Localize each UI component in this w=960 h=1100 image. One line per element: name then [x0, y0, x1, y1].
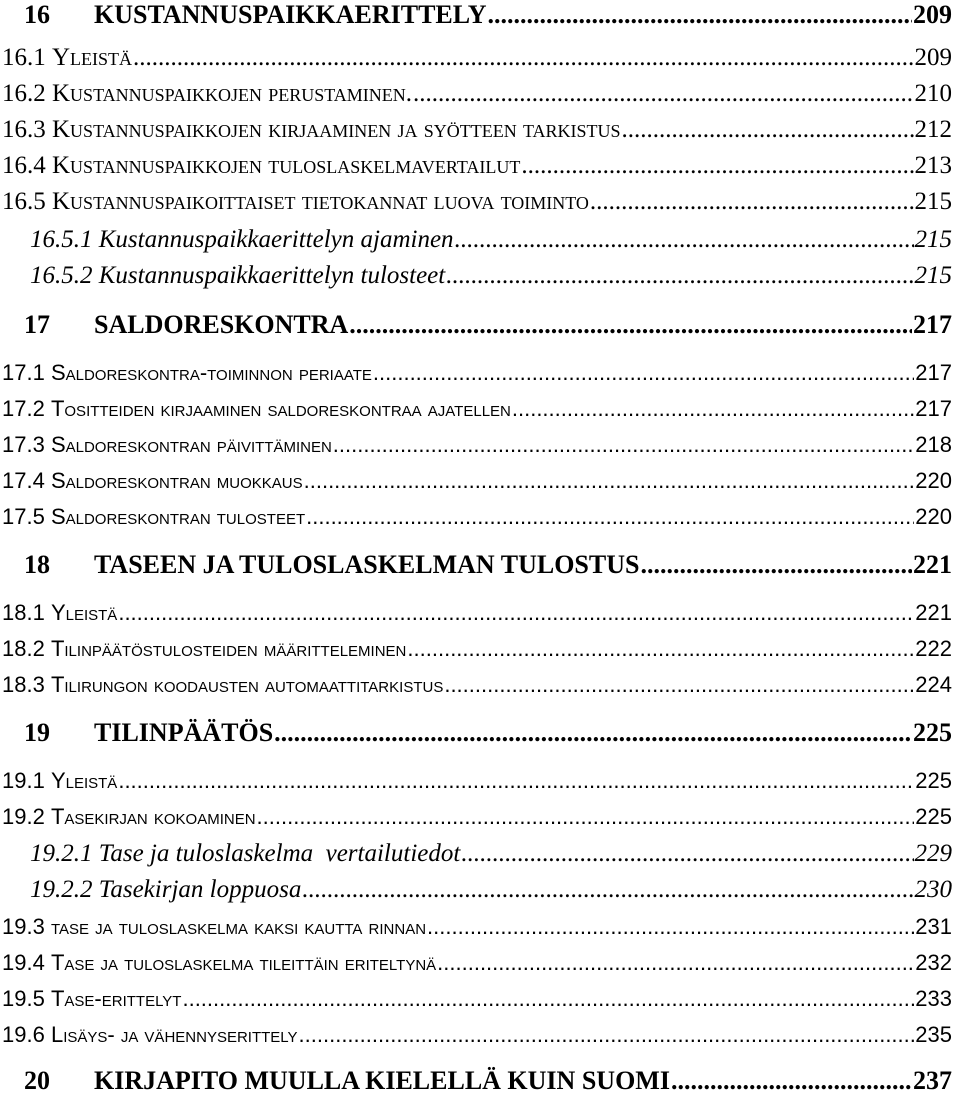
entry-page-number: 218	[915, 432, 952, 457]
dot-leader	[444, 672, 914, 698]
entry-page-number: 213	[914, 152, 952, 179]
entry-number: 16	[24, 0, 50, 29]
entry-page-number: 233	[915, 986, 952, 1011]
toc-entry-section-17-5[interactable]	[2, 504, 952, 530]
dot-leader	[118, 768, 914, 794]
dot-leader	[461, 840, 913, 868]
toc-entry-section-19-3[interactable]	[2, 914, 952, 940]
entry-page-number: 230	[914, 876, 952, 903]
entry-number: 19.2.1	[30, 840, 93, 867]
entry-title: Yleistä	[50, 768, 118, 793]
entry-page-number: 231	[915, 914, 952, 939]
toc-entry-section-16-5[interactable]	[2, 188, 952, 216]
dot-leader	[333, 432, 915, 458]
entry-number: 18.1	[2, 600, 45, 625]
entry-page-number: 225	[913, 718, 952, 747]
dot-leader	[274, 718, 912, 748]
entry-number: 17.3	[2, 432, 45, 457]
dot-leader	[118, 600, 914, 626]
entry-number: 20	[24, 1066, 50, 1095]
dot-leader	[640, 550, 912, 580]
toc-entry-section-17-3[interactable]	[2, 432, 952, 458]
dot-leader	[437, 950, 914, 976]
entry-title: Kustannuspaikkaerittelyn tulosteet	[98, 262, 446, 289]
entry-title: Tase-erittelyt	[50, 986, 182, 1011]
dot-leader	[407, 636, 914, 662]
entry-page-number: 225	[915, 768, 952, 793]
toc-entry-subsection-16-5-2[interactable]	[30, 262, 952, 290]
dot-leader	[455, 226, 914, 254]
toc-entry-chapter-17[interactable]	[24, 310, 952, 340]
entry-page-number: 212	[914, 116, 952, 143]
toc-entry-section-17-1[interactable]	[2, 360, 952, 386]
toc-entry-section-16-1[interactable]	[2, 44, 952, 72]
entry-page-number: 224	[915, 672, 952, 697]
entry-title: Tase ja tuloslaskelma vertailutiedot	[98, 840, 461, 867]
toc-entry-section-19-1[interactable]	[2, 768, 952, 794]
entry-number: 16.2	[2, 80, 46, 107]
dot-leader	[488, 0, 912, 30]
entry-page-number: 232	[915, 950, 952, 975]
entry-title: SALDORESKONTRA	[94, 310, 349, 339]
toc-entry-section-16-3[interactable]	[2, 116, 952, 144]
dot-leader	[590, 188, 914, 216]
entry-page-number: 209	[914, 44, 952, 71]
entry-title: Tilinpäätöstulosteiden määritteleminen	[50, 636, 407, 661]
entry-number: 19.3	[2, 914, 45, 939]
entry-page-number: 217	[915, 396, 952, 421]
entry-number: 16.5	[2, 188, 46, 215]
entry-title: KUSTANNUSPAIKKAERITTELY	[94, 0, 487, 29]
entry-page-number: 221	[913, 550, 952, 579]
entry-number: 17	[24, 310, 50, 339]
entry-page-number: 222	[915, 636, 952, 661]
dot-leader	[304, 468, 915, 494]
entry-title: TILINPÄÄTÖS	[94, 718, 274, 747]
dot-leader	[133, 44, 913, 72]
toc-entry-chapter-18[interactable]	[24, 550, 952, 580]
entry-number: 18.3	[2, 672, 45, 697]
dot-leader	[413, 80, 913, 108]
entry-number: 19.6	[2, 1022, 45, 1047]
entry-number: 19.5	[2, 986, 45, 1011]
entry-page-number: 237	[913, 1066, 952, 1095]
dot-leader	[349, 310, 912, 340]
entry-number: 19.2	[2, 804, 45, 829]
toc-entry-section-19-6[interactable]	[2, 1022, 952, 1048]
entry-title: KIRJAPITO MUULLA KIELELLÄ KUIN SUOMI	[94, 1066, 670, 1095]
dot-leader	[373, 360, 914, 386]
entry-number: 17.4	[2, 468, 45, 493]
entry-title: Yleistä	[52, 44, 133, 71]
toc-entry-subsection-19-2-1[interactable]	[30, 840, 952, 868]
entry-number: 19.1	[2, 768, 45, 793]
entry-page-number: 220	[915, 504, 952, 529]
entry-title: Tase ja tuloslaskelma tileittäin eriteltynä	[50, 950, 437, 975]
dot-leader	[446, 262, 913, 290]
entry-number: 16.5.1	[30, 226, 93, 253]
dot-leader	[302, 876, 913, 904]
entry-title: Tositteiden kirjaaminen saldoreskontraa ajatellen	[50, 396, 511, 421]
entry-title: Lisäys- ja vähennyserittely	[50, 1022, 298, 1047]
toc-entry-chapter-16[interactable]	[24, 0, 952, 30]
toc-entry-section-18-3[interactable]	[2, 672, 952, 698]
toc-entry-section-18-1[interactable]	[2, 600, 952, 626]
entry-title: Kustannuspaikkojen tuloslaskelmavertailut	[52, 152, 521, 179]
toc-entry-section-17-4[interactable]	[2, 468, 952, 494]
entry-title: tase ja tuloslaskelma kaksi kautta rinnan	[50, 914, 427, 939]
toc-entry-section-18-2[interactable]	[2, 636, 952, 662]
entry-title: Kustannuspaikkojen kirjaaminen ja syötteen tarkistus	[52, 116, 621, 143]
entry-title: Tasekirjan kokoaminen	[50, 804, 256, 829]
dot-leader	[622, 116, 914, 144]
entry-title: Saldoreskontran päivittäminen	[50, 432, 332, 457]
entry-number: 16.1	[2, 44, 46, 71]
entry-title: Saldoreskontra-toiminnon periaate	[50, 360, 372, 385]
entry-number: 16.4	[2, 152, 46, 179]
entry-page-number: 235	[915, 1022, 952, 1047]
entry-number: 18	[24, 550, 50, 579]
entry-number: 19.2.2	[30, 876, 93, 903]
entry-title: Tilirungon koodausten automaattitarkistus	[50, 672, 444, 697]
dot-leader	[427, 914, 914, 940]
toc-entry-section-19-4[interactable]	[2, 950, 952, 976]
dot-leader	[671, 1066, 912, 1096]
entry-page-number: 215	[914, 226, 952, 253]
entry-page-number: 217	[913, 310, 952, 339]
entry-title: Saldoreskontran muokkaus	[50, 468, 303, 493]
toc-entry-subsection-19-2-2[interactable]	[30, 876, 952, 904]
entry-number: 16.3	[2, 116, 46, 143]
dot-leader	[521, 152, 913, 180]
entry-title: Kustannuspaikoittaiset tietokannat luova toiminto	[52, 188, 589, 215]
dot-leader	[512, 396, 914, 422]
entry-page-number: 217	[915, 360, 952, 385]
entry-page-number: 225	[915, 804, 952, 829]
toc-entry-section-19-5[interactable]	[2, 986, 952, 1012]
entry-page-number: 229	[914, 840, 952, 867]
entry-number: 17.5	[2, 504, 45, 529]
dot-leader	[299, 1022, 915, 1048]
entry-page-number: 215	[914, 262, 952, 289]
entry-number: 16.5.2	[30, 262, 93, 289]
toc-entry-section-16-2[interactable]	[2, 80, 952, 108]
entry-number: 17.2	[2, 396, 45, 421]
entry-title: Yleistä	[50, 600, 118, 625]
toc-entry-chapter-20[interactable]	[24, 1066, 952, 1096]
entry-page-number: 209	[913, 0, 952, 29]
entry-title: Saldoreskontran tulosteet	[50, 504, 306, 529]
entry-page-number: 220	[915, 468, 952, 493]
dot-leader	[306, 504, 914, 530]
dot-leader	[182, 986, 914, 1012]
entry-title: TASEEN JA TULOSLASKELMAN TULOSTUS	[94, 550, 640, 579]
entry-number: 17.1	[2, 360, 45, 385]
entry-number: 19	[24, 718, 50, 747]
toc-entry-chapter-19[interactable]	[24, 718, 952, 748]
toc-entry-subsection-16-5-1[interactable]	[30, 226, 952, 254]
entry-page-number: 210	[914, 80, 952, 107]
entry-number: 19.4	[2, 950, 45, 975]
dot-leader	[257, 804, 915, 830]
entry-page-number: 221	[915, 600, 952, 625]
entry-number: 18.2	[2, 636, 45, 661]
toc-entry-section-17-2[interactable]	[2, 396, 952, 422]
toc-entry-section-19-2[interactable]	[2, 804, 952, 830]
entry-title: Kustannuspaikkojen perustaminen.	[52, 80, 413, 107]
toc-entry-section-16-4[interactable]	[2, 152, 952, 180]
entry-page-number: 215	[914, 188, 952, 215]
entry-title: Tasekirjan loppuosa	[98, 876, 302, 903]
entry-title: Kustannuspaikkaerittelyn ajaminen	[98, 226, 454, 253]
